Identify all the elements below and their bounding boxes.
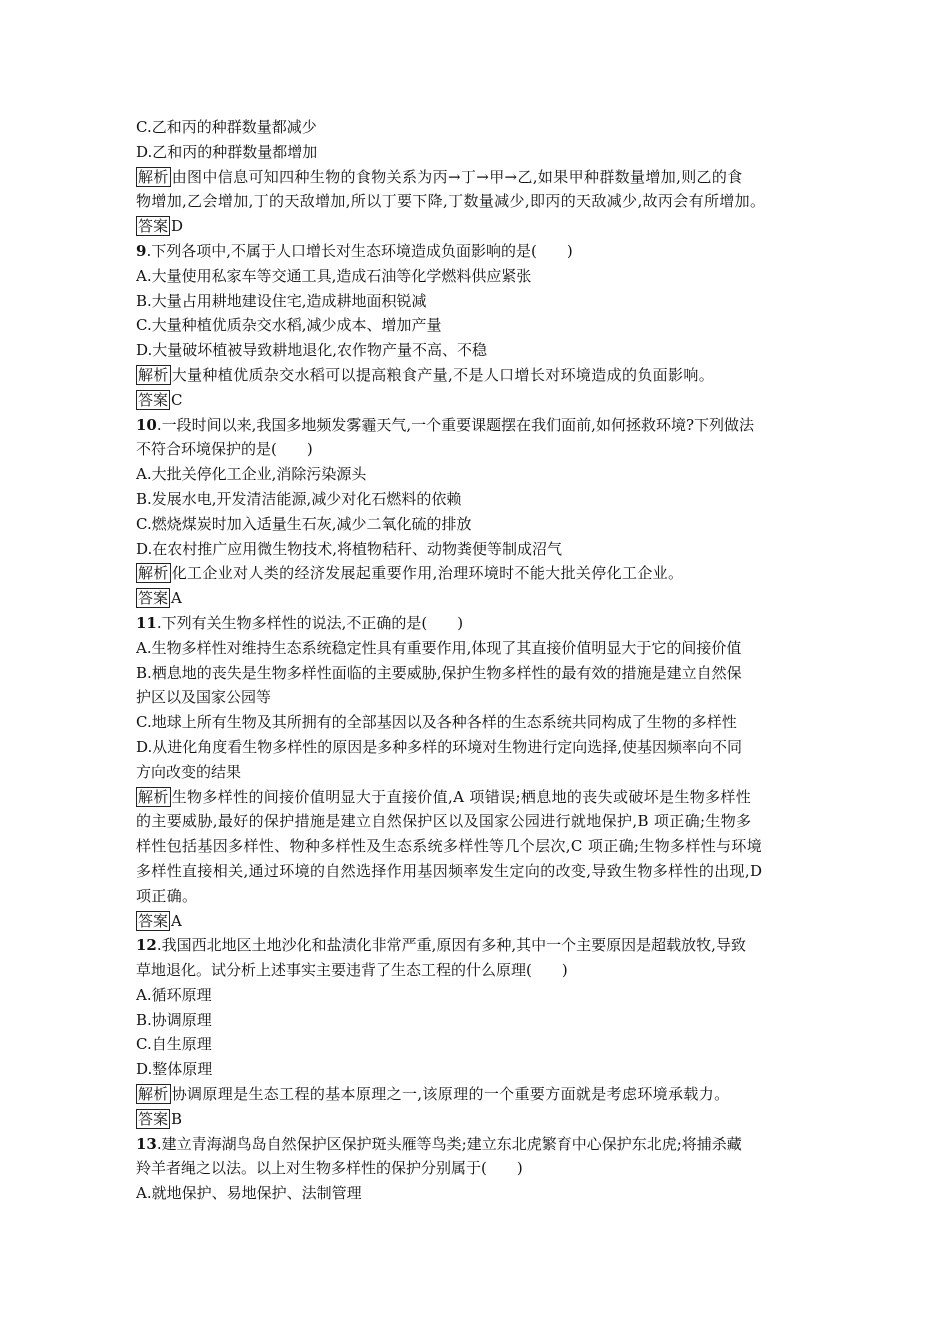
answer-line bbox=[136, 214, 816, 239]
question-text: 羚羊者绳之以法。以上对生物多样性的保护分别属于( ) bbox=[136, 1159, 523, 1178]
answer-line bbox=[136, 1107, 816, 1132]
question-stem bbox=[136, 1132, 816, 1157]
analysis-label: 解析 bbox=[138, 365, 169, 384]
answer-line bbox=[136, 586, 816, 611]
answer-option: C.自生原理 bbox=[136, 1035, 212, 1054]
question-text: .下列各项中,不属于人口增长对生态环境造成负面影响的是( ) bbox=[146, 241, 573, 260]
question-stem-continued bbox=[136, 437, 816, 462]
answer-label: 答案 bbox=[138, 589, 169, 608]
answer-option: B.栖息地的丧失是生物多样性面临的主要威胁,保护生物多样性的最有效的措施是建立自然保 bbox=[136, 663, 742, 682]
answer-option: D.在农村推广应用微生物技术,将植物秸秆、动物粪便等制成沼气 bbox=[136, 539, 563, 558]
answer-option: C.乙和丙的种群数量都减少 bbox=[136, 118, 317, 136]
answer-option: A.生物多样性对维持生态系统稳定性具有重要作用,体现了其直接价值明显大于它的间接价值 bbox=[136, 638, 742, 657]
answer-option: A.就地保护、易地保护、法制管理 bbox=[136, 1184, 362, 1203]
answer-option: 护区以及国家公园等 bbox=[136, 688, 272, 707]
question-number: 9 bbox=[136, 241, 147, 260]
analysis-text: 物增加,乙会增加,丁的天敌增加,所以丁要下降,丁数量减少,即丙的天敌减少,故丙会有所增加。 bbox=[136, 192, 766, 211]
answer-label: 答案 bbox=[138, 1109, 169, 1128]
answer-option: D.大量破坏植被导致耕地退化,农作物产量不高、不稳 bbox=[136, 341, 488, 360]
answer-value: A bbox=[171, 911, 182, 930]
analysis-line bbox=[136, 363, 816, 388]
answer-option: D.从进化角度看生物多样性的原因是多种多样的环境对生物进行定向选择,使基因频率向不同 bbox=[136, 737, 743, 756]
answer-value: C bbox=[171, 390, 183, 409]
answer-option: C.燃烧煤炭时加入适量生石灰,减少二氧化硫的排放 bbox=[136, 514, 472, 533]
question-number: 10 bbox=[136, 415, 157, 434]
analysis-label: 解析 bbox=[138, 564, 169, 583]
analysis-label: 解析 bbox=[138, 787, 169, 806]
question-number: 11 bbox=[136, 613, 157, 632]
answer-option: B.大量占用耕地建设住宅,造成耕地面积锐减 bbox=[136, 291, 427, 310]
analysis-line-continued bbox=[136, 884, 816, 909]
answer-value: B bbox=[171, 1109, 183, 1128]
question-text: .建立青海湖鸟岛自然保护区保护斑头雁等鸟类;建立东北虎繁育中心保护东北虎;将捕杀藏 bbox=[156, 1134, 742, 1153]
answer-option: B.发展水电,开发清洁能源,减少对化石燃料的依赖 bbox=[136, 489, 462, 508]
analysis-line-continued bbox=[136, 859, 816, 884]
answer-value: A bbox=[171, 589, 182, 608]
analysis-text: 的主要威胁,最好的保护措施是建立自然保护区以及国家公园进行就地保护,B 项正确;生物多 bbox=[136, 812, 752, 831]
question-stem-continued bbox=[136, 958, 816, 983]
answer-option: 方向改变的结果 bbox=[136, 762, 242, 781]
analysis-line-continued bbox=[136, 809, 816, 834]
analysis-text: 大量种植优质杂交水稻可以提高粮食产量,不是人口增长对环境造成的负面影响。 bbox=[171, 365, 715, 384]
analysis-label: 解析 bbox=[138, 167, 169, 186]
question-text: 不符合环境保护的是( ) bbox=[136, 440, 313, 459]
question-text: .下列有关生物多样性的说法,不正确的是( ) bbox=[156, 613, 464, 632]
answer-option: D.整体原理 bbox=[136, 1060, 213, 1079]
analysis-text: 由图中信息可知四种生物的食物关系为丙→丁→甲→乙,如果甲种群数量增加,则乙的食 bbox=[171, 167, 743, 186]
question-stem bbox=[136, 933, 816, 958]
analysis-text: 协调原理是生态工程的基本原理之一,该原理的一个重要方面就是考虑环境承载力。 bbox=[171, 1085, 730, 1104]
question-stem bbox=[136, 239, 816, 264]
analysis-line bbox=[136, 785, 816, 810]
question-stem bbox=[136, 413, 816, 438]
question-text: .一段时间以来,我国多地频发雾霾天气,一个重要课题摆在我们面前,如何拯救环境?下列做法 bbox=[156, 415, 754, 434]
question-text: .我国西北地区土地沙化和盐渍化非常严重,原因有多种,其中一个主要原因是超载放牧,导致 bbox=[156, 936, 746, 955]
answer-option: C.大量种植优质杂交水稻,减少成本、增加产量 bbox=[136, 316, 442, 335]
answer-option: D.乙和丙的种群数量都增加 bbox=[136, 142, 318, 161]
answer-label: 答案 bbox=[138, 217, 169, 236]
answer-option: A.循环原理 bbox=[136, 985, 212, 1004]
analysis-line bbox=[136, 561, 816, 586]
question-text: 草地退化。试分析上述事实主要违背了生态工程的什么原理( ) bbox=[136, 961, 568, 980]
analysis-line bbox=[136, 165, 816, 190]
analysis-line-continued bbox=[136, 189, 816, 214]
analysis-line bbox=[136, 1082, 816, 1107]
answer-value: D bbox=[171, 217, 184, 236]
analysis-text: 化工企业对人类的经济发展起重要作用,治理环境时不能大批关停化工企业。 bbox=[171, 564, 684, 583]
answer-option: A.大量使用私家车等交通工具,造成石油等化学燃料供应紧张 bbox=[136, 266, 532, 285]
question-stem-continued bbox=[136, 1156, 816, 1181]
analysis-text: 多样性直接相关,通过环境的自然选择作用基因频率发生定向的改变,导致生物多样性的出现,D bbox=[136, 861, 763, 880]
answer-line bbox=[136, 909, 816, 934]
analysis-text: 生物多样性的间接价值明显大于直接价值,A 项错误;栖息地的丧失或破坏是生物多样性 bbox=[171, 787, 752, 806]
document-page bbox=[136, 115, 816, 1206]
answer-label: 答案 bbox=[138, 911, 169, 930]
answer-line bbox=[136, 388, 816, 413]
analysis-text: 项正确。 bbox=[136, 886, 198, 905]
answer-option: A.大批关停化工企业,消除污染源头 bbox=[136, 465, 367, 484]
analysis-label: 解析 bbox=[138, 1085, 169, 1104]
analysis-line-continued bbox=[136, 834, 816, 859]
answer-option: C.地球上所有生物及其所拥有的全部基因以及各种各样的生态系统共同构成了生物的多样性 bbox=[136, 713, 737, 732]
question-number: 12 bbox=[136, 936, 157, 955]
analysis-text: 样性包括基因多样性、物种多样性及生态系统多样性等几个层次,C 项正确;生物多样性与环境 bbox=[136, 837, 763, 856]
question-stem bbox=[136, 611, 816, 636]
answer-option: B.协调原理 bbox=[136, 1010, 212, 1029]
answer-label: 答案 bbox=[138, 390, 169, 409]
question-number: 13 bbox=[136, 1134, 157, 1153]
